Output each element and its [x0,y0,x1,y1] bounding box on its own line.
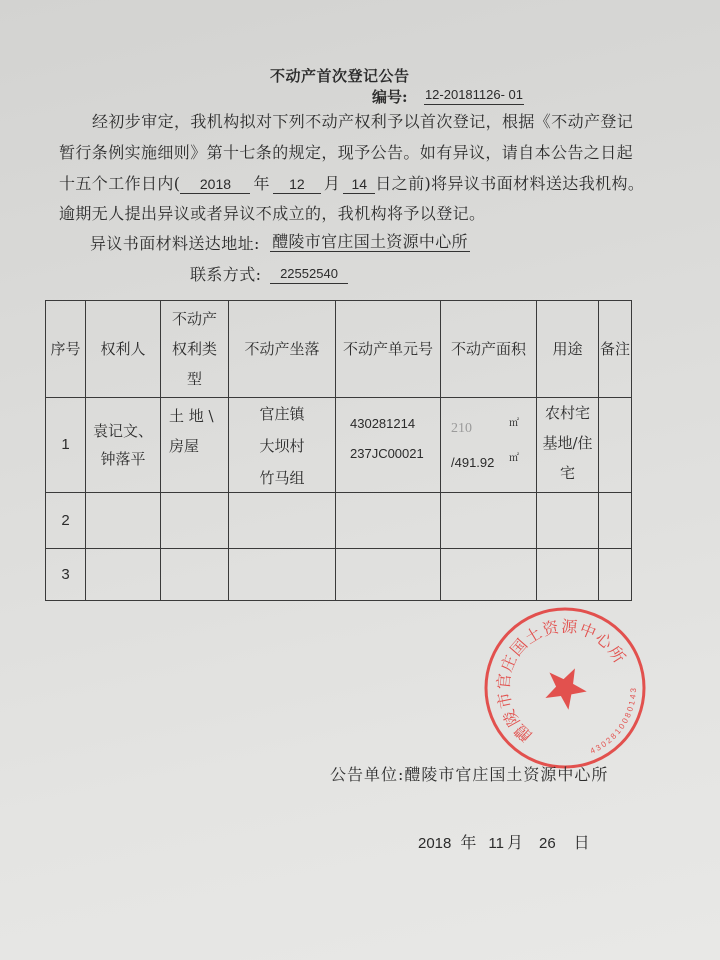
land-area-unit: ㎡ [509,418,519,429]
header-no [46,301,86,398]
header-right-type [161,301,229,398]
deadline-year-unit: 年 [253,174,270,193]
publisher-label: 公告单位: [330,765,405,784]
date-year-unit: 年 [460,833,477,852]
empty-cell [161,493,229,549]
publisher-line [330,762,608,785]
building-area-unit: ㎡ [509,453,519,464]
deadline-year: 2018 [180,175,250,194]
header-right-type-line: 不动产 [171,310,217,328]
unit-no-line: 237JC00021 [350,446,424,461]
row-1-unit-no [336,398,441,493]
row-1-holder [86,398,161,493]
location-line: 官庄镇 [259,405,305,423]
deadline-prefix: 十五个工作日内( [59,174,181,193]
seal-name: 醴陵市官庄国土资源中心所 [493,616,629,746]
row-2-no [46,493,86,549]
document-title: 不动产首次登记公告 [270,67,410,85]
empty-cell [229,493,336,549]
unit-no-line: 430281214 [350,416,416,431]
serial-number: 12-20181126- 01 [424,86,524,105]
empty-cell [537,493,599,549]
holder-line: 钟落平 [100,450,146,468]
serial-label: 编号: [372,88,408,106]
body-line-1: 经初步审定，我机构拟对下列不动产权利予以首次登记，根据《不动产登记 [92,112,634,131]
header-unit-no [336,301,441,398]
seal-star-icon [535,658,593,716]
header-usage-label: 用途 [552,340,583,358]
seal-code-text [589,687,638,755]
header-remark [599,301,632,398]
date-day-unit: 日 [573,833,590,852]
empty-cell [336,493,441,549]
deadline-day: 14 [343,175,375,194]
building-area-value: /491.92 [451,455,495,470]
empty-cell [86,549,161,601]
date-year: 2018 [418,835,452,852]
contact-phone: 22552540 [270,265,348,284]
usage-line: 农村宅 [544,404,590,422]
location-line: 竹马组 [259,469,305,487]
row-3-no [46,549,86,601]
header-right-type-line: 型 [186,370,202,388]
deadline-suffix: 日之前)将异议书面材料送达我机构。 [375,174,645,193]
usage-line: 宅 [559,464,575,482]
header-no-label: 序号 [50,340,81,358]
header-holder-label: 权利人 [100,340,146,358]
empty-cell [537,549,599,601]
body-line-3 [59,173,644,195]
body-line-4: 逾期无人提出异议或者异议不成立的，我机构将予以登记。 [59,204,486,223]
date-month: 11 [488,835,504,852]
header-location [229,301,336,398]
usage-line: 基地/住 [542,434,593,452]
deadline-month-unit: 月 [323,174,341,193]
empty-cell [441,549,537,601]
empty-cell [441,493,537,549]
right-type-line: 土 地 \ [169,407,214,425]
empty-cell [599,549,632,601]
empty-cell [599,493,632,549]
empty-cell [229,549,336,601]
address-label: 异议书面材料送达地址: [90,234,260,253]
row-1-remark [599,398,632,493]
publisher-name: 醴陵市官庄国土资源中心所 [404,765,609,784]
header-usage [537,301,599,398]
row-number: 3 [61,565,70,583]
empty-cell [161,549,229,601]
official-seal [480,603,650,773]
header-holder [86,301,161,398]
address-value: 醴陵市官庄国土资源中心所 [270,233,470,252]
contact-label: 联系方式: [190,265,262,284]
building-area-line [451,444,519,478]
header-right-type-line: 权利类 [171,340,217,358]
empty-cell [336,549,441,601]
land-area-line [451,409,519,444]
location-line: 大坝村 [259,437,305,455]
header-area-label: 不动产面积 [450,340,526,358]
header-unit-no-label: 不动产单元号 [342,340,433,358]
body-line-2: 暂行条例实施细则》第十七条的规定，现予公告。如有异议，请自本公告之日起 [59,143,634,162]
seal-code: 4302810080143 [588,687,639,756]
land-area-value: 210 [451,421,472,436]
header-remark-label: 备注 [599,340,630,358]
row-1-area [441,398,537,493]
announcement-date [418,830,590,853]
deadline-month: 12 [273,175,321,194]
row-1-location [229,398,336,493]
right-type-line: 房屋 [169,437,200,455]
header-area [441,301,537,398]
row-1-right-type [161,398,229,493]
row-number: 1 [61,436,70,453]
date-month-unit: 月 [506,833,523,852]
property-table [45,300,632,601]
row-1-no [46,398,86,493]
row-number: 2 [61,511,70,529]
empty-cell [86,493,161,549]
date-day: 26 [538,835,556,852]
holder-line: 袁记文、 [92,422,153,440]
row-1-usage [537,398,599,493]
header-location-label: 不动产坐落 [244,340,320,358]
